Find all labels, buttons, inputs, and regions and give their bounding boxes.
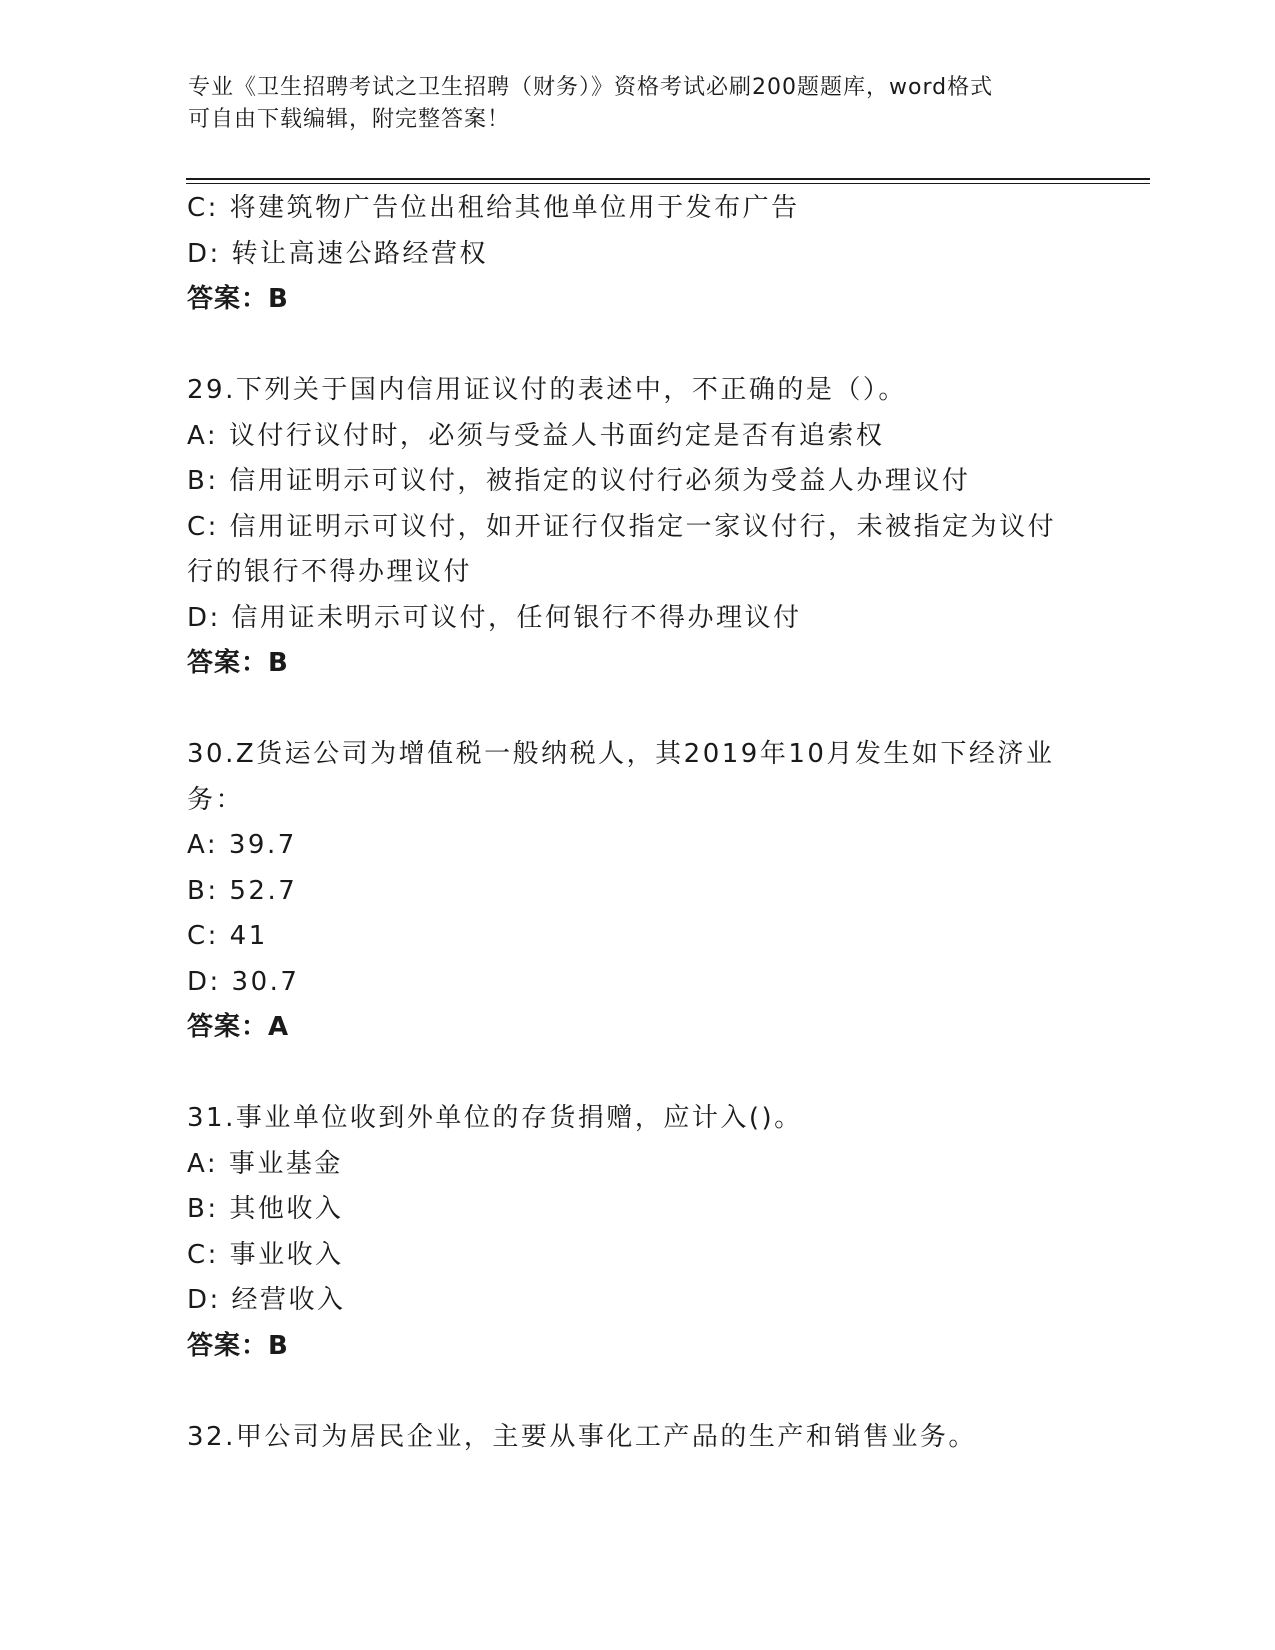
question-stem: 31.事业单位收到外单位的存货捐赠，应计入()。 (187, 1103, 803, 1133)
answer: 答案：B (187, 1330, 289, 1361)
question-list (187, 186, 1087, 1460)
spacer (187, 1051, 1087, 1097)
question-31 (187, 1096, 1087, 1369)
spacer (187, 687, 1087, 733)
option-b: B: 其他收入 (187, 1194, 344, 1224)
option-c: C: 事业收入 (187, 1239, 344, 1270)
option-a: A: 议付行议付时，必须与受益人书面约定是否有追索权 (187, 420, 885, 451)
option-c: C: 41 (187, 921, 268, 951)
option-d: D: 信用证未明示可议付，任何银行不得办理议付 (187, 602, 802, 633)
answer: 答案：B (187, 284, 289, 314)
answer: 答案：A (187, 1012, 290, 1042)
question-stem: 29.下列关于国内信用证议付的表述中，不正确的是（）。 (187, 375, 907, 405)
question-28-tail (187, 186, 1087, 323)
question-30 (187, 732, 1087, 1051)
answer: 答案：B (187, 648, 289, 678)
spacer (187, 323, 1087, 369)
question-stem: 30.Z货运公司为增值税一般纳税人，其2019年10月发生如下经济业 (187, 739, 1055, 769)
header-rule-thin (186, 183, 1150, 184)
option-a: A: 39.7 (187, 830, 297, 860)
header-line-2: 可自由下载编辑，附完整答案！ (188, 107, 511, 132)
spacer (187, 1369, 1087, 1415)
option-d: D: 经营收入 (187, 1285, 346, 1315)
question-32 (187, 1415, 1087, 1461)
option-b: B: 52.7 (187, 875, 298, 906)
question-stem: 32.甲公司为居民企业，主要从事化工产品的生产和销售业务。 (187, 1421, 977, 1452)
option-d: D: 30.7 (187, 966, 300, 997)
header-line-1: 专业《卫生招聘考试之卫生招聘（财务）》资格考试必刷200题题库，word格式 (188, 75, 994, 100)
question-stem-continued: 务： (187, 784, 245, 815)
header-rule-thick (186, 178, 1150, 180)
option-a: A: 事业基金 (187, 1148, 343, 1179)
question-29 (187, 368, 1087, 687)
option-d: D: 转让高速公路经营权 (187, 238, 489, 269)
option-c-continued: 行的银行不得办理议付 (187, 557, 473, 587)
option-b: B: 信用证明示可议付，被指定的议付行必须为受益人办理议付 (187, 466, 971, 496)
option-c: C: 信用证明示可议付，如开证行仅指定一家议付行，未被指定为议付 (187, 511, 1057, 542)
page-header (188, 72, 1088, 136)
option-c: C: 将建筑物广告位出租给其他单位用于发布广告 (187, 193, 800, 223)
